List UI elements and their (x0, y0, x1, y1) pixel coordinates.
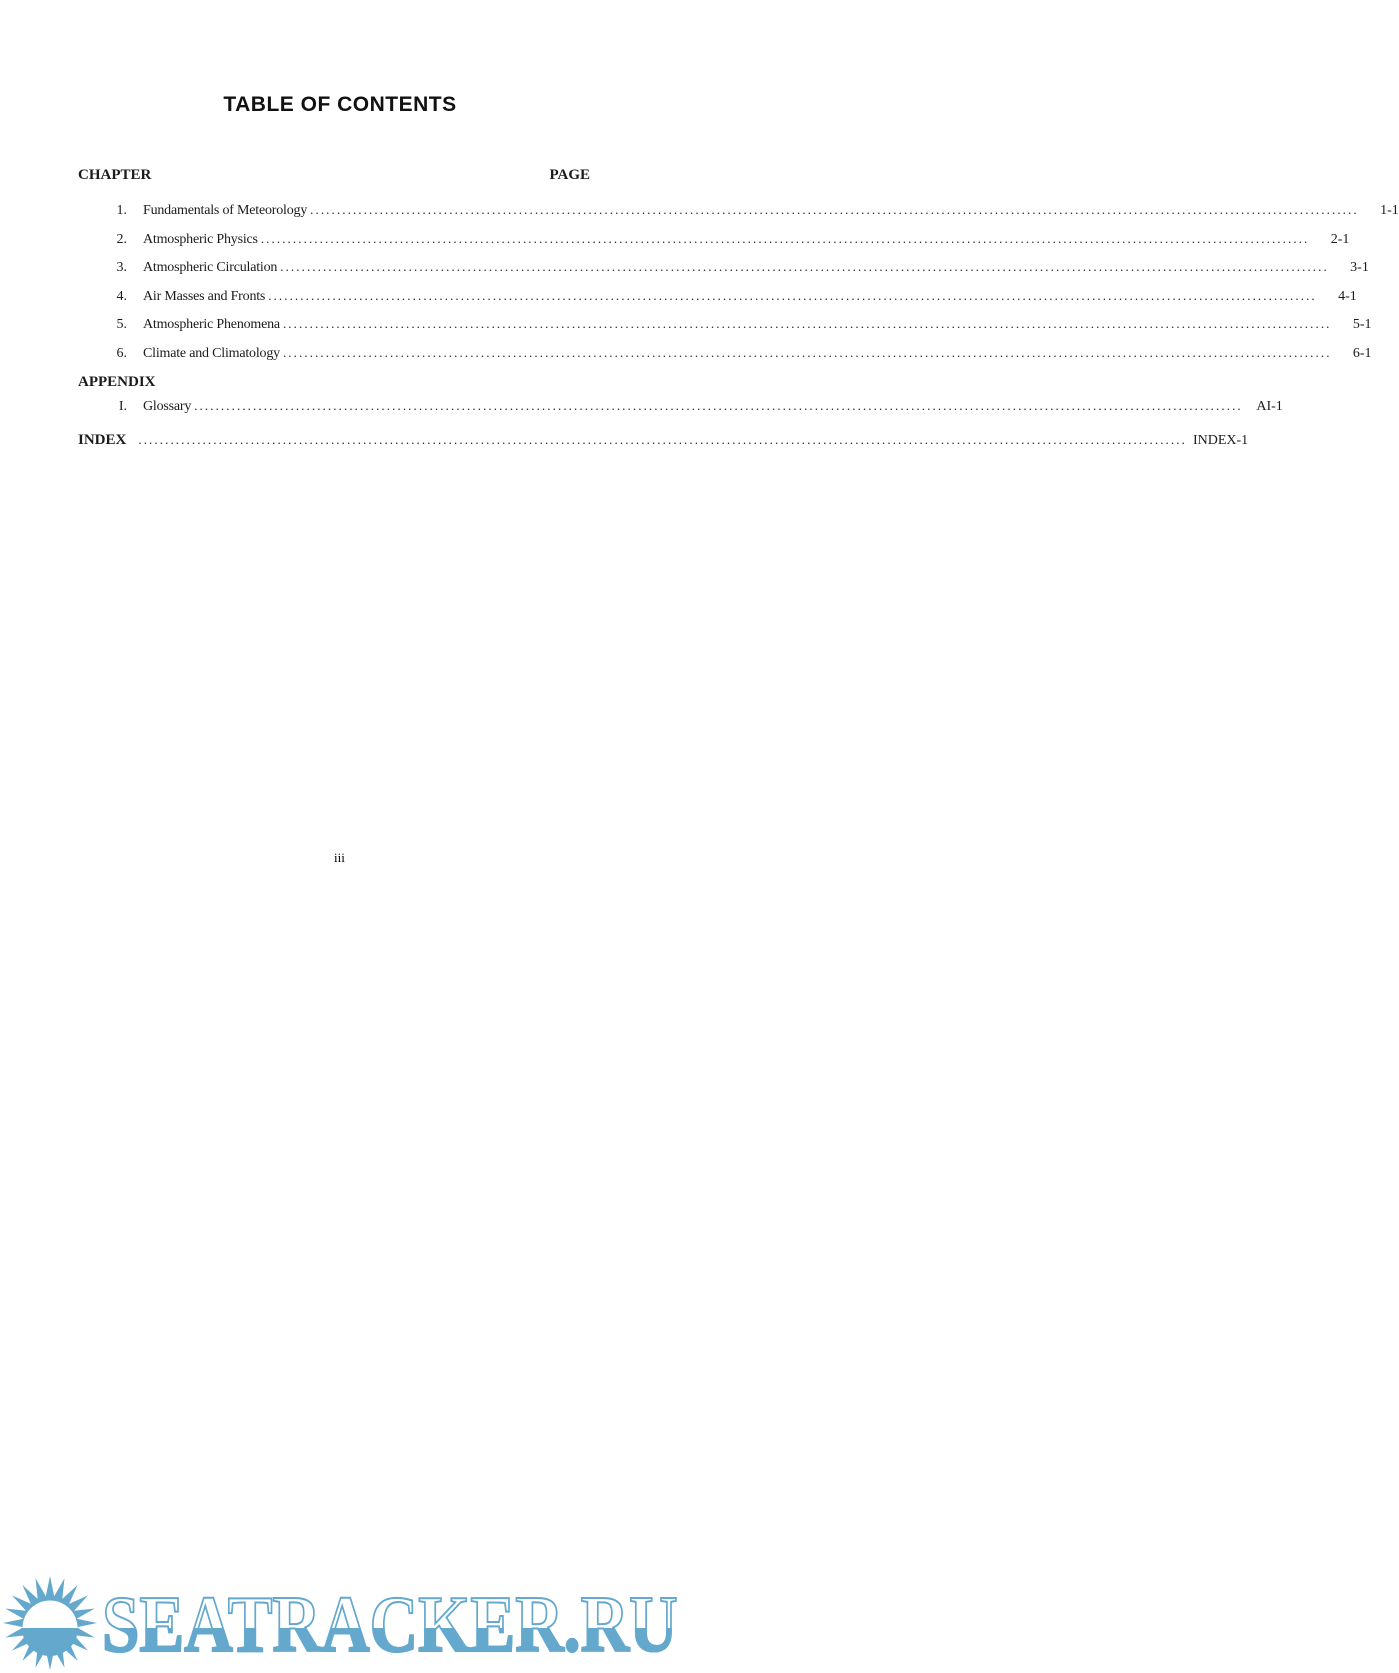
dot-leader (261, 231, 1310, 246)
watermark-text: SEATRACKER.RU (102, 1581, 678, 1669)
sun-dome (23, 1601, 78, 1629)
chapter-page: 1-1 (1380, 203, 1399, 218)
chapter-page: 2-1 (1330, 231, 1350, 247)
toc-entry-chapter-5 (78, 316, 1372, 332)
sea-half-disc (22, 1628, 78, 1656)
chapter-title: Climate and Climatology (143, 345, 280, 361)
chapter-number: 3. (116, 260, 127, 275)
toc-entry-chapter-4 (78, 288, 1357, 304)
dot-leader (310, 202, 1359, 217)
toc-column-headers (78, 166, 590, 184)
sun-over-sea-icon (2, 1573, 98, 1673)
chapter-number: 1. (116, 203, 127, 218)
dot-leader (283, 316, 1332, 331)
chapter-column-header: CHAPTER (78, 167, 152, 183)
toc-entry-chapter-6 (78, 345, 1372, 361)
toc-entry-chapter-2 (78, 231, 1350, 247)
chapter-title: Atmospheric Circulation (143, 260, 278, 275)
seatracker-watermark (0, 780, 680, 1669)
page-title: TABLE OF CONTENTS (223, 93, 457, 116)
chapter-number: 6. (116, 345, 127, 361)
chapter-title: Atmospheric Phenomena (143, 317, 280, 332)
page-number: iii (331, 851, 348, 866)
table-of-contents (78, 166, 1399, 461)
page-column-header: PAGE (549, 167, 590, 183)
appendix-page: AI-1 (1256, 399, 1283, 414)
appendix-title: Glossary (143, 399, 192, 414)
chapter-title: Atmospheric Physics (143, 231, 258, 247)
chapter-number: 4. (116, 288, 127, 304)
chapter-title: Air Masses and Fronts (143, 288, 266, 304)
toc-entry-chapter-3 (78, 259, 1369, 275)
appendix-heading: APPENDIX (78, 374, 156, 390)
toc-entry-index (78, 432, 1249, 448)
chapter-page: 4-1 (1338, 288, 1357, 304)
appendix-number: I. (118, 399, 127, 414)
chapter-page: 5-1 (1352, 317, 1372, 332)
dot-leader (283, 345, 1332, 360)
dot-leader (194, 398, 1243, 413)
chapter-page: 6-1 (1352, 345, 1372, 361)
dot-leader (280, 259, 1329, 274)
dot-leader (138, 432, 1187, 447)
toc-entry-appendix-1 (78, 398, 1283, 414)
chapter-number: 5. (116, 317, 127, 332)
toc-entry-chapter-1 (78, 202, 1399, 218)
dot-leader (268, 288, 1317, 303)
sun-rays (3, 1576, 97, 1670)
chapter-page: 3-1 (1350, 260, 1369, 275)
chapter-number: 2. (116, 231, 127, 247)
chapter-title: Fundamentals of Meteorology (143, 203, 308, 218)
index-page: INDEX-1 (1192, 433, 1249, 448)
index-label: INDEX (78, 432, 127, 448)
